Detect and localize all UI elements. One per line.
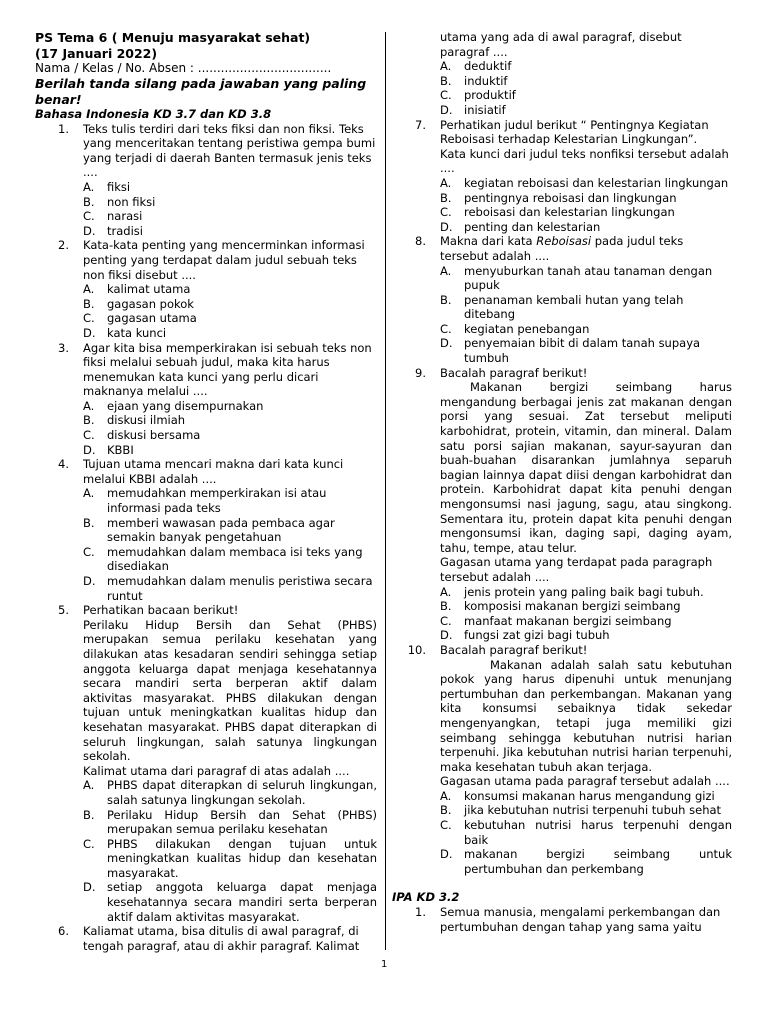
option-letter: D.: [83, 574, 96, 588]
option-letter: A.: [83, 778, 95, 793]
option-text: PHBS dilakukan dengan tujuan untuk meningkatkan kualitas hidup dan kesehatan masyarakat.: [107, 836, 377, 880]
option-list: [83, 486, 377, 603]
option-text: makanan bergizi seimbang untuk pertumbuhan dan perkembang: [464, 847, 732, 876]
option-text: menyuburkan tanah atau tanaman dengan pupuk: [464, 263, 713, 293]
answer-option: [83, 880, 377, 924]
text-part: Makna dari kata: [440, 234, 537, 249]
option-list: [440, 59, 732, 117]
option-text: jika kebutuhan nutrisi terpenuhi tubuh sehat: [464, 803, 722, 818]
option-letter: B.: [83, 413, 95, 428]
option-letter: A.: [83, 179, 95, 194]
answer-option: [83, 545, 377, 574]
answer-option: [83, 837, 377, 881]
answer-option: [440, 176, 732, 191]
option-letter: C.: [83, 544, 95, 559]
question-text: Perhatikan bacaan berikut!: [83, 603, 239, 618]
option-text: diskusi ilmiah: [107, 413, 186, 428]
option-text: deduktif: [464, 59, 512, 74]
page-number: 1: [381, 959, 388, 970]
question-text: Tujuan utama mencari makna dari kata kunci melalui KBBI adalah ....: [83, 457, 344, 486]
option-text: tradisi: [107, 223, 143, 238]
answer-option: [440, 614, 732, 629]
answer-option: [440, 599, 732, 614]
question-8: [392, 234, 732, 365]
option-letter: C.: [440, 321, 452, 336]
answer-option: [83, 311, 377, 326]
option-text: kegiatan reboisasi dan kelestarian lingkungan: [464, 175, 729, 190]
question-6: [35, 924, 377, 953]
answer-option: [440, 628, 732, 643]
left-question-list: [35, 122, 377, 954]
option-text: penting dan kelestarian: [464, 219, 601, 234]
question-2: [35, 238, 377, 340]
answer-option: [83, 428, 377, 443]
answer-option: [440, 336, 732, 365]
question-6-continued: [392, 30, 732, 118]
answer-option: [83, 443, 377, 458]
option-letter: A.: [440, 584, 452, 599]
option-letter: D.: [440, 219, 453, 234]
answer-option: [440, 818, 732, 847]
option-list: [83, 180, 377, 238]
option-text: komposisi makanan bergizi seimbang: [464, 599, 681, 614]
option-letter: A.: [440, 263, 452, 278]
answer-option: [83, 778, 377, 807]
option-letter: A.: [440, 175, 452, 190]
passage: Perilaku Hidup Bersih dan Sehat (PHBS) merupakan semua perilaku kesehatan yang dilakukan atas kesadaran sendiri sehingga setiap anggota keluarga dapat menjaga kesehatannya secara mandiri serta berperan aktif dalam aktivitas masyarakat. PHBS dilakukan dengan tujuan untuk meningkatkan kualitas hidup dan kesehatan masyarakat. PHBS dapat diterapkan di seluruh lingkungan, salah satunya lingkungan sekolah.: [83, 617, 377, 764]
question-number: 1.: [415, 905, 426, 920]
option-text: pentingnya reboisasi dan lingkungan: [464, 190, 677, 205]
option-text: memudahkan dalam membaca isi teks yang disediakan: [107, 544, 363, 574]
answer-option: [83, 399, 377, 414]
answer-option: [83, 486, 377, 515]
option-text: penanaman kembali hutan yang telah ditebang: [464, 292, 684, 322]
doc-date: (17 Januari 2022): [35, 45, 158, 61]
question-text: Semua manusia, mengalami perkembangan dan pertumbuhan dengan tahap yang sama yaitu: [440, 905, 721, 934]
option-letter: C.: [83, 209, 95, 224]
question-text: utama yang ada di awal paragraf, disebut paragraf ....: [440, 30, 682, 59]
answer-option: [440, 191, 732, 206]
option-text: kata kunci: [107, 325, 167, 340]
option-text: non fiksi: [107, 194, 156, 209]
left-column: [35, 30, 377, 953]
answer-option: [440, 205, 732, 220]
question-text: Agar kita bisa memperkirakan isi sebuah teks non fiksi melalui sebuah judul, maka kita harus menemukan kata kunci yang perlu dicari maknanya melalui ....: [83, 340, 372, 399]
question-number: 2.: [58, 238, 69, 253]
option-text: penyemaian bibit di dalam tanah supaya tumbuh: [464, 336, 701, 366]
question-number: 4.: [58, 457, 69, 472]
option-text: jenis protein yang paling baik bagi tubuh.: [464, 584, 704, 599]
question-number: 3.: [58, 340, 69, 355]
question-number: 8.: [415, 234, 426, 249]
option-text: kegiatan penebangan: [464, 321, 590, 336]
option-text: ejaan yang disempurnakan: [107, 398, 264, 413]
option-text: kalimat utama: [107, 282, 191, 297]
option-letter: B.: [83, 807, 95, 822]
answer-option: [440, 789, 732, 804]
question-3: [35, 341, 377, 458]
answer-option: [83, 326, 377, 341]
option-letter: C.: [83, 836, 95, 851]
question-number: 6.: [58, 924, 69, 939]
option-text: gagasan utama: [107, 311, 197, 326]
italic-term: Reboisasi: [536, 234, 592, 249]
question-prompt: Gagasan utama pada paragraf tersebut adalah ....: [440, 774, 730, 789]
option-letter: C.: [440, 613, 452, 628]
option-text: KBBI: [107, 442, 134, 457]
option-letter: A.: [83, 282, 95, 297]
question-number: 9.: [415, 365, 426, 380]
question-text: Kata-kata penting yang mencerminkan informasi penting yang terdapat dalam judul sebuah teks non fiksi disebut ....: [83, 238, 365, 282]
option-letter: A.: [440, 788, 452, 803]
option-letter: D.: [440, 336, 453, 351]
option-text: narasi: [107, 209, 143, 224]
option-letter: B.: [440, 73, 452, 88]
option-letter: D.: [83, 223, 96, 238]
option-text: produktif: [464, 88, 516, 103]
option-letter: D.: [83, 880, 96, 895]
question-1: [35, 122, 377, 239]
question-text: Teks tulis terdiri dari teks fiksi dan non fiksi. Teks yang menceritakan tentang peristiwa gempa bumi yang terjadi di daerah Banten termasuk jenis teks ....: [83, 121, 376, 180]
right-column: [392, 30, 732, 934]
question-number: 7.: [415, 117, 426, 132]
question-text: Perhatikan judul berikut “ Pentingnya Kegiatan Reboisasi terhadap Kelestarian Lingkungan”.: [440, 117, 709, 147]
question-5: [35, 603, 377, 924]
option-letter: D.: [440, 102, 453, 117]
question-9: [392, 366, 732, 643]
option-letter: B.: [83, 515, 95, 530]
option-letter: C.: [440, 205, 452, 220]
option-text: reboisasi dan kelestarian lingkungan: [464, 205, 675, 220]
option-list: [440, 264, 732, 366]
option-text: gagasan pokok: [107, 296, 194, 311]
answer-option: [83, 413, 377, 428]
option-letter: A.: [83, 486, 95, 501]
answer-option: [440, 88, 732, 103]
option-list: [440, 176, 732, 234]
section-heading: Bahasa Indonesia KD 3.7 dan KD 3.8: [35, 107, 272, 121]
question-4: [35, 457, 377, 603]
question-prompt: Kata kunci dari judul teks nonfiksi tersebut adalah ....: [440, 146, 729, 176]
option-text: memudahkan memperkirakan isi atau informasi pada teks: [107, 486, 327, 516]
name-line: Nama / Kelas / No. Absen : ...................................: [35, 61, 332, 75]
option-list: [440, 789, 732, 877]
answer-option: [440, 103, 732, 118]
option-letter: C.: [83, 311, 95, 326]
question-text: Bacalah paragraf berikut!: [440, 642, 588, 657]
option-letter: A.: [83, 398, 95, 413]
answer-option: [440, 264, 732, 293]
option-letter: B.: [440, 599, 452, 614]
option-text: memudahkan dalam menulis peristiwa secara runtut: [107, 574, 373, 603]
option-text: memberi wawasan pada pembaca agar semakin banyak pengetahuan: [107, 515, 335, 545]
option-text: kebutuhan nutrisi harus terpenuhi dengan baik: [464, 818, 732, 847]
option-letter: D.: [83, 442, 96, 457]
option-letter: D.: [440, 847, 453, 862]
option-letter: B.: [83, 296, 95, 311]
answer-option: [83, 297, 377, 312]
answer-option: [440, 74, 732, 89]
option-text: PHBS dapat diterapkan di seluruh lingkungan, salah satunya lingkungan sekolah.: [107, 778, 377, 807]
column-divider: [385, 32, 386, 950]
option-text: fungsi zat gizi bagi tubuh: [464, 628, 610, 643]
answer-option: [440, 585, 732, 600]
answer-option: [83, 808, 377, 837]
option-text: diskusi bersama: [107, 428, 201, 443]
question-number: 5.: [58, 603, 69, 618]
option-letter: D.: [83, 325, 96, 340]
answer-option: [83, 282, 377, 297]
text-part: pada judul teks tersebut adalah ....: [440, 234, 684, 263]
answer-option: [83, 574, 377, 603]
question-prompt: Kalimat utama dari paragraf di atas adalah ....: [83, 763, 350, 778]
question-text: [440, 234, 732, 263]
option-list: [83, 282, 377, 340]
answer-option: [83, 224, 377, 239]
answer-option: [440, 322, 732, 337]
section-heading-ipa: IPA KD 3.2: [392, 890, 460, 905]
option-text: inisiatif: [464, 102, 506, 117]
option-letter: B.: [83, 194, 95, 209]
instruction: Berilah tanda silang pada jawaban yang paling benar!: [35, 76, 367, 107]
answer-option: [83, 209, 377, 224]
option-list: [440, 585, 732, 643]
answer-option: [440, 220, 732, 235]
doc-title: PS Tema 6 ( Menuju masyarakat sehat): [35, 30, 311, 45]
passage: Makanan adalah salah satu kebutuhan pokok yang harus dipenuhi untuk menunjang pertumbuhan dan perkembangan. Makanan yang kita konsumsi sebaiknya tidak sekedar mengenyangkan, tetapi juga memiliki gizi seimbang sehingga kebutuhan nutrisi harian terpenuhi. Jika kebutuhan nutrisi harian terpenuhi, maka kesehatan tubuh akan terjaga.: [440, 657, 732, 774]
answer-option: [440, 59, 732, 74]
answer-option: [83, 516, 377, 545]
option-text: manfaat makanan bergizi seimbang: [464, 613, 672, 628]
option-letter: C.: [440, 818, 452, 833]
answer-option: [440, 803, 732, 818]
option-letter: D.: [440, 628, 453, 643]
question-prompt: Gagasan utama yang terdapat pada paragraph tersebut adalah ....: [440, 555, 713, 584]
option-list: [83, 778, 377, 924]
question-7: [392, 118, 732, 235]
option-letter: C.: [440, 88, 452, 103]
option-text: setiap anggota keluarga dapat menjaga kesehatannya secara mandiri serta berperan aktif dalam aktivitas masyarakat.: [107, 880, 377, 924]
answer-option: [83, 180, 377, 195]
question-10: [392, 643, 732, 877]
option-text: konsumsi makanan harus mengandung gizi: [464, 788, 715, 803]
option-text: induktif: [464, 73, 508, 88]
option-list: [83, 399, 377, 457]
option-letter: B.: [440, 190, 452, 205]
passage: Makanan bergizi seimbang harus mengandung berbagai jenis zat makanan dengan porsi yang sesuai. Zat tersebut meliputi karbohidrat, protein, vitamin, dan mineral. Dalam satu porsi sajian makanan, sayur-sayuran dan buah-buahan disarankan jumlahnya separuh bagian lainnya dapat diisi dengan karbohidrat dan protein. Karbohidrat dapat kita penuhi dengan mengonsumsi nasi jagung, sagu, atau singkong. Sementara itu, protein dapat kita penuhi dengan mengonsumsi ikan, daging sapi, daging ayam, tahu, tempe, atau telur.: [440, 380, 732, 555]
option-letter: A.: [440, 59, 452, 74]
option-letter: B.: [440, 803, 452, 818]
option-letter: B.: [440, 292, 452, 307]
ipa-question-1: [392, 905, 732, 934]
question-text: Bacalah paragraf berikut!: [440, 365, 588, 380]
answer-option: [83, 195, 377, 210]
question-number: 1.: [58, 121, 69, 136]
question-number: 10.: [407, 642, 426, 657]
option-text: Perilaku Hidup Bersih dan Sehat (PHBS) merupakan semua perilaku kesehatan: [107, 807, 377, 837]
question-text: Kaliamat utama, bisa ditulis di awal paragraf, di tengah paragraf, atau di akhir paragraf. Kalimat: [83, 924, 360, 953]
option-text: fiksi: [107, 179, 131, 194]
option-letter: C.: [83, 428, 95, 443]
answer-option: [440, 293, 732, 322]
answer-option: [440, 847, 732, 876]
